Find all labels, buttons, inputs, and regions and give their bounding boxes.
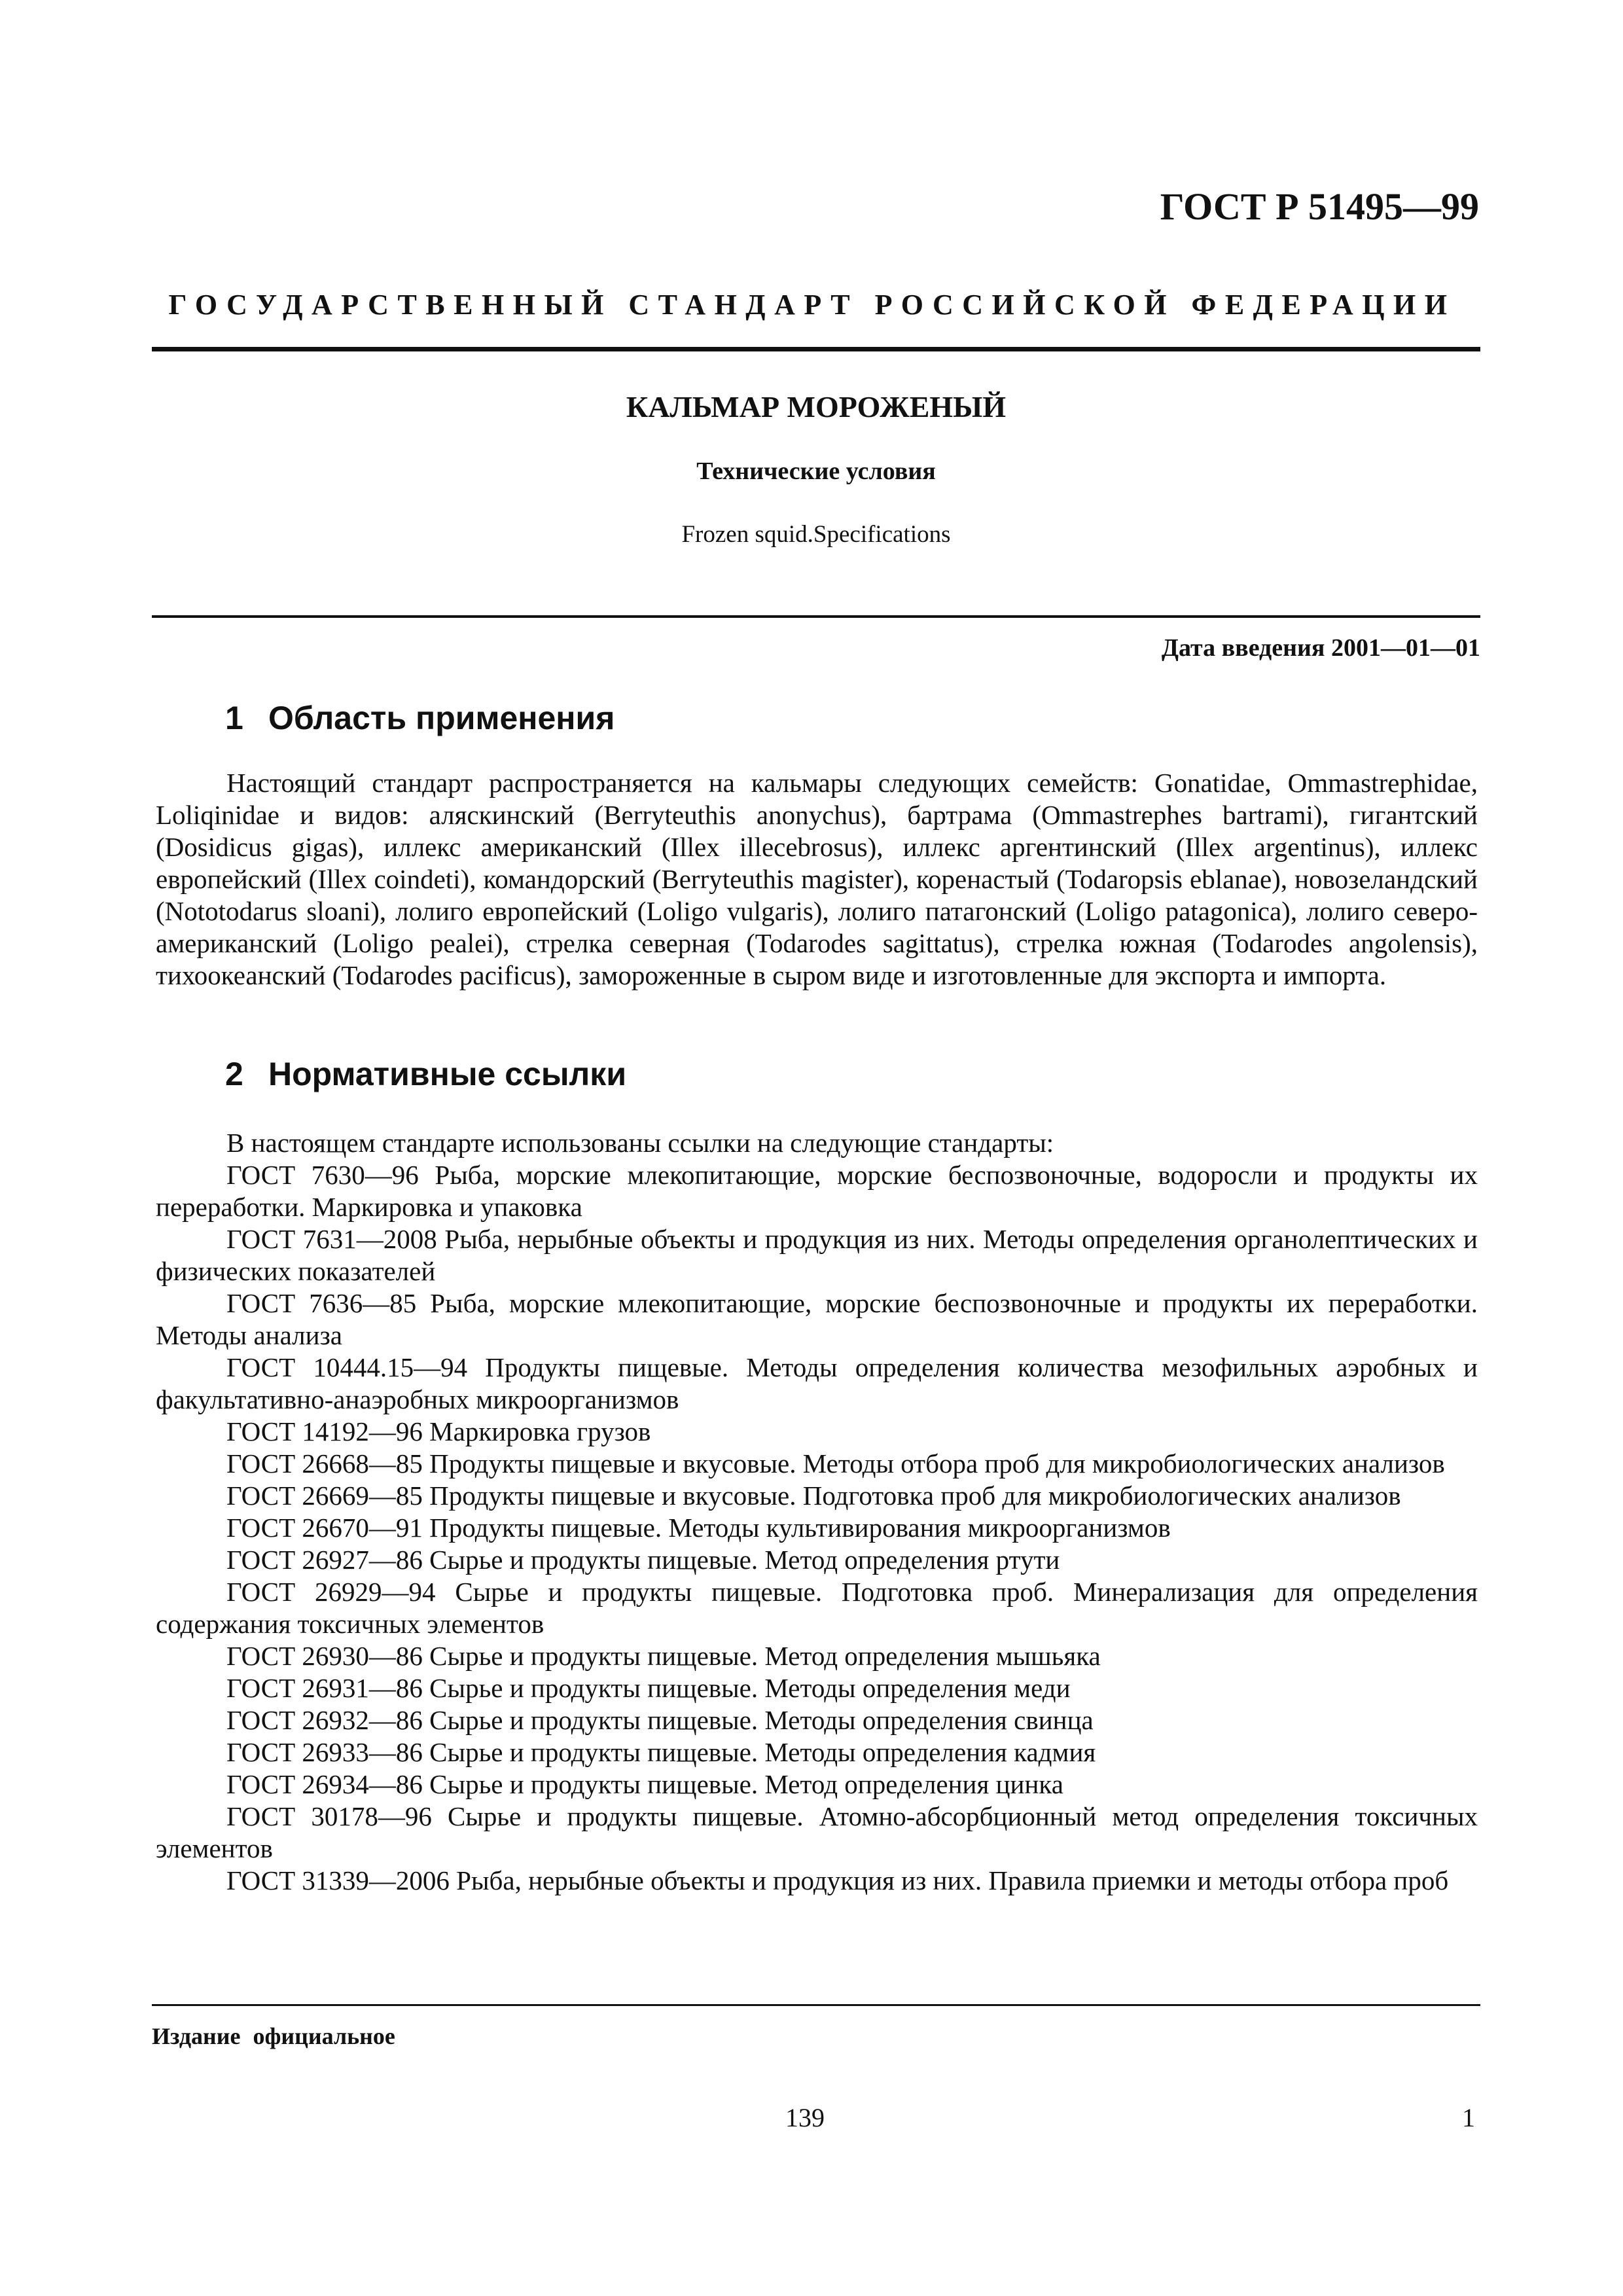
section-1-text: Настоящий стандарт распространяется на кальмары следующих семейств: Gonatidae, Ommastrephidae, Loliqinidae и видов: аляскинский (Berryteuthis anonychus), бартрама (Ommastrephes bartrami), гигантский (Dosidicus gigas), иллекс американский (Illex illecebrosus), иллекс аргентинский (Illex argentinus), иллекс европейский (Illex coindeti), командорский (Berryteuthis magister), коренастый (Todaropsis eblanae), новозеландский (Nototodarus sloani), лолиго европейский (Loligo vulgaris), лолиго патагонский (Loligo patagonica), лолиго северо-американский (Loligo pealei), стрелка северная (Todarodes sagittatus), стрелка южная (Todarodes angolensis), тихоокеанский (Todarodes pacificus), замороженные в сыром виде и изготовленные для экспорта и импорта. xyxy=(156,768,1478,990)
reference-item: ГОСТ 31339—2006 Рыба, нерыбные объекты и продукция из них. Правила приемки и методы отбора проб xyxy=(226,1865,1449,1895)
section-1-title: Область применения xyxy=(268,700,615,736)
reference-item: ГОСТ 7630—96 Рыба, морские млекопитающие, морские беспозвоночные, водоросли и продукты их переработки. Маркировка и упаковка xyxy=(156,1160,1478,1222)
official-edition-label: Издание официальное xyxy=(152,2023,395,2049)
reference-item: ГОСТ 26930—86 Сырье и продукты пищевые. Метод определения мышьяка xyxy=(226,1641,1101,1671)
reference-item: ГОСТ 26669—85 Продукты пищевые и вкусовые. Подготовка проб для микробиологических анализов xyxy=(226,1480,1401,1511)
reference-item: ГОСТ 30178—96 Сырье и продукты пищевые. Атомно-абсорбционный метод определения токсичных элементов xyxy=(156,1801,1478,1863)
reference-item: ГОСТ 26934—86 Сырье и продукты пищевые. Метод определения цинка xyxy=(226,1769,1063,1799)
reference-item: ГОСТ 26931—86 Сырье и продукты пищевые. Методы определения меди xyxy=(226,1673,1071,1703)
document-english-title: Frozen squid.Specifications xyxy=(681,521,951,548)
title-rule xyxy=(152,615,1480,618)
reference-item: ГОСТ 10444.15—94 Продукты пищевые. Методы определения количества мезофильных аэробных и факультативно-анаэробных микроорганизмов xyxy=(156,1352,1478,1414)
section-2-number: 2 xyxy=(225,1056,243,1092)
reference-item: ГОСТ 7631—2008 Рыба, нерыбные объекты и продукция из них. Методы определения органолептических и физических показателей xyxy=(156,1224,1478,1286)
reference-item: ГОСТ 26929—94 Сырье и продукты пищевые. Подготовка проб. Минерализация для определения содержания токсичных элементов xyxy=(156,1577,1478,1639)
document-subtitle: Технические условия xyxy=(696,457,936,485)
reference-item: ГОСТ 26927—86 Сырье и продукты пищевые. Метод определения ртути xyxy=(226,1545,1060,1575)
references-list xyxy=(156,1127,1478,1897)
page-number-center: 139 xyxy=(785,2103,825,2132)
gost-code: ГОСТ Р 51495—99 xyxy=(1160,185,1479,228)
section-2-heading xyxy=(225,1055,626,1093)
reference-item: ГОСТ 7636—85 Рыба, морские млекопитающие, морские беспозвоночные и продукты их переработки. Методы анализа xyxy=(156,1288,1478,1350)
document-title: КАЛЬМАР МОРОЖЕНЫЙ xyxy=(626,390,1007,423)
footer-rule xyxy=(152,2004,1480,2006)
introduction-date: Дата введения 2001—01—01 xyxy=(1161,634,1480,662)
references-intro: В настоящем стандарте использованы ссылки на следующие стандарты: xyxy=(226,1128,1054,1158)
reference-item: ГОСТ 26933—86 Сырье и продукты пищевые. Методы определения кадмия xyxy=(226,1737,1096,1767)
reference-item: ГОСТ 26932—86 Сырье и продукты пищевые. Методы определения свинца xyxy=(226,1705,1094,1735)
header-rule xyxy=(152,347,1480,351)
section-1-number: 1 xyxy=(225,700,243,736)
section-1-heading xyxy=(225,699,615,737)
reference-item: ГОСТ 14192—96 Маркировка грузов xyxy=(226,1416,651,1446)
section-2-title: Нормативные ссылки xyxy=(268,1056,627,1092)
reference-item: ГОСТ 26668—85 Продукты пищевые и вкусовые. Методы отбора проб для микробиологических анализов xyxy=(226,1448,1445,1479)
reference-item: ГОСТ 26670—91 Продукты пищевые. Методы культивирования микроорганизмов xyxy=(226,1513,1171,1543)
page-number-right: 1 xyxy=(1462,2103,1475,2132)
state-standard-title: ГОСУДАРСТВЕННЫЙ СТАНДАРТ РОССИЙСКОЙ ФЕДЕРАЦИИ xyxy=(168,289,1456,321)
